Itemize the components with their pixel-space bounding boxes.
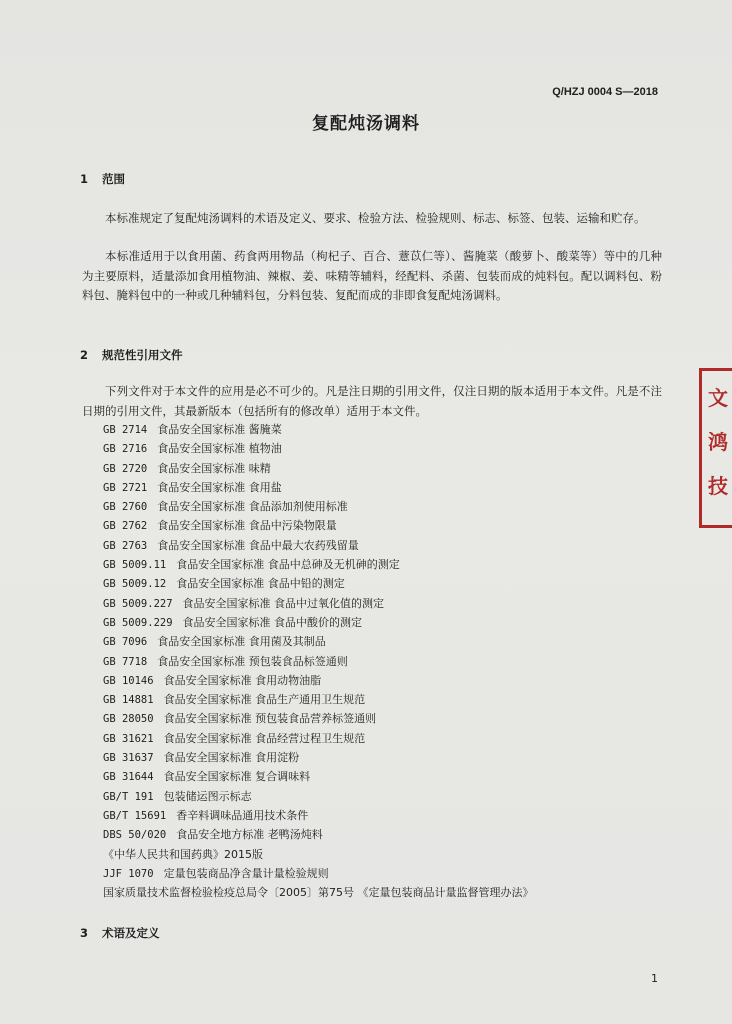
- reference-item: [103, 574, 534, 593]
- reference-code: GB 2763: [103, 539, 148, 552]
- reference-item: [103, 845, 534, 864]
- reference-item: [103, 420, 534, 439]
- reference-code: GB 2760: [103, 501, 148, 514]
- reference-title: 食品安全国家标准 食品中铅的测定: [176, 577, 345, 591]
- reference-code: GB 31637: [103, 752, 154, 765]
- reference-title: 食品安全国家标准 食品添加剂使用标准: [157, 500, 348, 514]
- reference-code: GB/T 15691: [103, 809, 167, 822]
- reference-code: DBS 50/020: [103, 829, 167, 842]
- reference-item: [103, 729, 534, 748]
- reference-item: [103, 516, 534, 535]
- section-2-heading: [80, 347, 183, 363]
- reference-item: [103, 690, 534, 709]
- reference-item: [103, 787, 534, 806]
- reference-title: 食品安全国家标准 食品经营过程卫生规范: [163, 731, 366, 745]
- reference-item: [103, 536, 534, 555]
- reference-code: GB 5009.229: [103, 616, 173, 629]
- section-2-intro: 下列文件对于本文件的应用是必不可少的。凡是注日期的引用文件，仅注日期的版本适用于本文件。凡是不注日期的引用文件，其最新版本（包括所有的修改单）适用于本文件。: [82, 384, 662, 418]
- reference-title: 食品安全国家标准 食品中污染物限量: [157, 519, 337, 533]
- section-title: 规范性引用文件: [102, 348, 183, 362]
- section-title: 范围: [102, 172, 125, 186]
- section-number: 2: [80, 348, 89, 362]
- reference-code: GB 2721: [103, 481, 148, 494]
- reference-title: 国家质量技术监督检验检疫总局令〔2005〕第75号 《定量包装商品计量监督管理办法》: [103, 886, 534, 900]
- reference-title: 食品安全国家标准 食品中过氧化值的测定: [182, 596, 385, 610]
- reference-code: JJF 1070: [103, 867, 154, 880]
- reference-title: 食品安全国家标准 酱腌菜: [157, 423, 282, 436]
- reference-title: 食品安全国家标准 预包装食品标签通则: [157, 654, 348, 668]
- reference-title: 食品安全国家标准 食用菌及其制品: [157, 635, 326, 649]
- section-1-heading: [80, 171, 125, 187]
- reference-title: 食品安全国家标准 食用动物油脂: [163, 673, 322, 687]
- reference-item: [103, 478, 534, 497]
- reference-title: 香辛料调味品通用技术条件: [176, 808, 309, 822]
- reference-title: 食品安全国家标准 食品生产通用卫生规范: [163, 693, 366, 707]
- seal-char: 鸿: [708, 430, 728, 454]
- reference-title: 食品安全国家标准 食用淀粉: [163, 751, 300, 765]
- reference-code: GB 31621: [103, 732, 154, 745]
- reference-item: [103, 594, 534, 613]
- reference-item: [103, 555, 534, 574]
- reference-item: [103, 459, 534, 478]
- reference-title: 食品安全国家标准 食品中酸价的测定: [182, 615, 363, 629]
- reference-title: 食品安全国家标准 预包装食品营养标签通则: [163, 712, 377, 726]
- section-3-heading: [80, 925, 160, 941]
- seal-char: 技: [708, 474, 728, 498]
- reference-code: GB 5009.227: [103, 597, 173, 610]
- reference-title: 食品安全国家标准 食品中总砷及无机砷的测定: [176, 558, 400, 572]
- reference-item: [103, 652, 534, 671]
- reference-list: [103, 420, 534, 902]
- reference-item: [103, 806, 534, 825]
- reference-code: GB 7096: [103, 636, 148, 649]
- reference-code: GB 2762: [103, 520, 148, 533]
- reference-code: GB 31644: [103, 771, 154, 784]
- reference-item: [103, 439, 534, 458]
- reference-code: GB 10146: [103, 674, 154, 687]
- reference-code: GB 2716: [103, 443, 148, 456]
- reference-item: [103, 709, 534, 728]
- reference-item: [103, 864, 534, 883]
- reference-title: 包装储运图示标志: [163, 789, 252, 803]
- reference-code: GB 2714: [103, 424, 148, 436]
- section-number: 1: [80, 172, 89, 186]
- seal-char: 文: [708, 386, 728, 410]
- reference-item: [103, 767, 534, 786]
- reference-title: 食品安全国家标准 植物油: [157, 442, 282, 456]
- section-1-paragraph-1: 本标准规定了复配炖汤调料的术语及定义、要求、检验方法、检验规则、标志、标签、包装、运输和贮存。: [105, 211, 646, 225]
- reference-code: GB/T 191: [103, 790, 154, 803]
- reference-item: [103, 497, 534, 516]
- reference-title: 食品安全地方标准 老鸭汤炖料: [176, 828, 323, 842]
- reference-title: 食品安全国家标准 味精: [157, 461, 271, 475]
- reference-title: 食品安全国家标准 食品中最大农药残留量: [157, 538, 359, 552]
- reference-code: GB 2720: [103, 462, 148, 475]
- section-title: 术语及定义: [102, 926, 160, 940]
- section-number: 3: [80, 926, 89, 940]
- section-1-paragraph-2: 本标准适用于以食用菌、药食两用物品（枸杞子、百合、薏苡仁等）、酱腌菜（酸萝卜、酸菜等）等中的几种为主要原料，适量添加食用植物油、辣椒、姜、味精等辅料，经配料、杀菌、包装而成的炖料包。配以调料包、粉料包、腌料包中的一种或几种辅料包，分料包装、复配而成的非即食复配炖汤调料。: [82, 249, 662, 302]
- reference-code: GB 5009.11: [103, 559, 167, 572]
- reference-item: [103, 883, 534, 902]
- reference-code: GB 7718: [103, 655, 148, 668]
- page-number: 1: [651, 972, 658, 985]
- reference-item: [103, 748, 534, 767]
- reference-title: 食品安全国家标准 复合调味料: [163, 770, 311, 784]
- document-title: 复配炖汤调料: [312, 114, 420, 134]
- reference-title: 《中华人民共和国药典》2015版: [103, 847, 263, 861]
- reference-title: 定量包装商品净含量计量检验规则: [163, 866, 329, 880]
- standard-code: Q/HZJ 0004 S—2018: [552, 86, 658, 98]
- reference-title: 食品安全国家标准 食用盐: [157, 480, 282, 494]
- reference-item: [103, 613, 534, 632]
- reference-item: [103, 671, 534, 690]
- reference-code: GB 28050: [103, 713, 154, 726]
- reference-code: GB 5009.12: [103, 578, 167, 591]
- reference-item: [103, 632, 534, 651]
- reference-item: [103, 825, 534, 844]
- reference-code: GB 14881: [103, 694, 154, 707]
